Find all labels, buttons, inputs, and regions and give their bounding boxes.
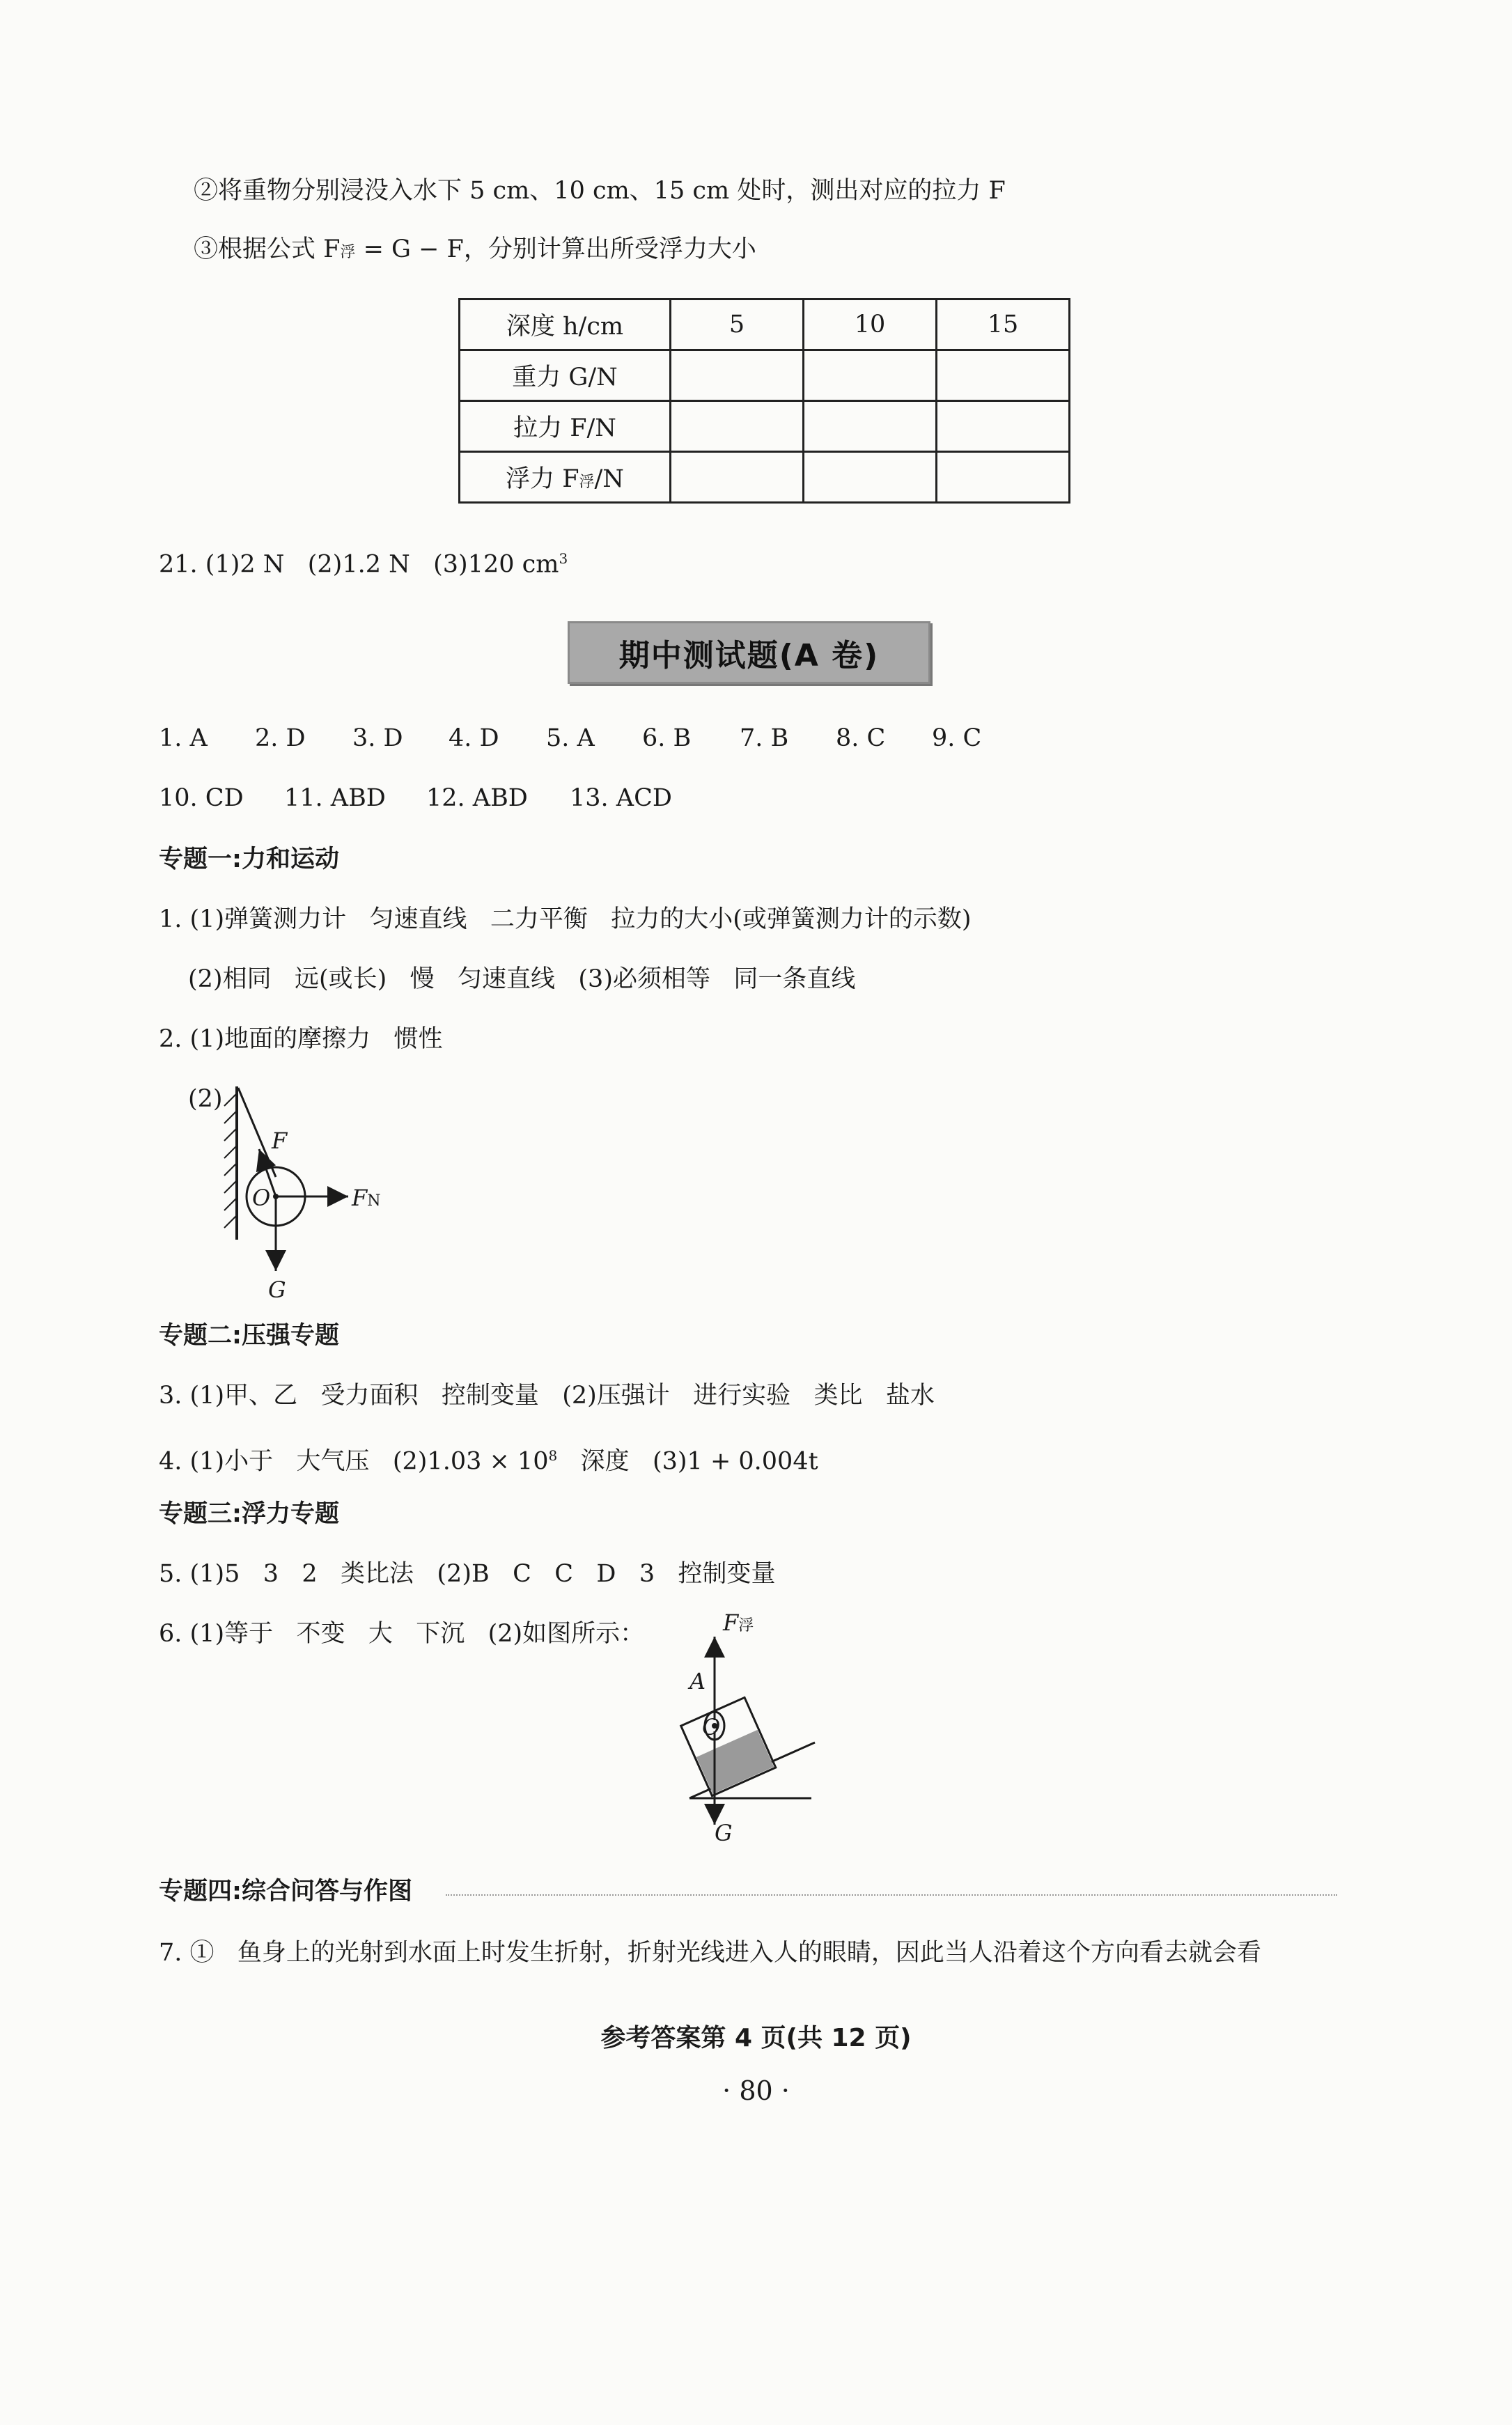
table-row-label: 重力 G/N (460, 350, 671, 401)
buoyancy-data-table (458, 298, 1070, 504)
q21-text: 21. (1)2 N (2)1.2 N (3)120 cm (159, 550, 559, 579)
table-row (460, 350, 1070, 401)
table-empty-cell (937, 350, 1070, 401)
q7-answer: 7. ① 鱼身上的光射到水面上时发生折射，折射光线进入人的眼睛，因此当人沿着这个方向看去就会看 (159, 1939, 1261, 1967)
mcq-answer: 2. D (255, 724, 306, 752)
table-empty-cell (671, 350, 804, 401)
fig1-label-g: G (268, 1277, 286, 1303)
fig2-label-o: O (702, 1714, 721, 1740)
step-2-text: ②将重物分别浸没入水下 5 cm、10 cm、15 cm 处时，测出对应的拉力 F (194, 177, 1006, 205)
table-header-depth: 深度 h/cm (460, 299, 671, 350)
table-empty-cell (671, 452, 804, 503)
mcq-answer: 3. D (352, 724, 403, 752)
mcq-answer: 1. A (159, 724, 208, 752)
fig2-label-g: G (715, 1820, 733, 1846)
q3-answer: 3. (1)甲、乙 受力面积 控制变量 (2)压强计 进行实验 类比 盐水 (159, 1382, 935, 1410)
mcq-answer: 10. CD (159, 784, 244, 812)
mcq-answer: 5. A (546, 724, 595, 752)
label-subscript: 浮 (579, 474, 595, 491)
q5-answer: 5. (1)5 3 2 类比法 (2)B C C D 3 控制变量 (159, 1560, 776, 1588)
q4-suffix: 深度 (3)1 + 0.004t (557, 1447, 818, 1476)
f-text: F (723, 1609, 739, 1636)
table-empty-cell (804, 452, 937, 503)
label-suffix: /N (594, 465, 624, 493)
mcq-answer: 13. ACD (570, 784, 672, 812)
table-empty-cell (804, 350, 937, 401)
mcq-answer: 6. B (642, 724, 692, 752)
mcq-answer: 4. D (449, 724, 499, 752)
mcq-answer: 12. ABD (426, 784, 528, 812)
mcq-answer: 11. ABD (284, 784, 386, 812)
topic-1-title: 专题一:力和运动 (159, 845, 339, 873)
table-depth-cell: 10 (804, 299, 937, 350)
f-subscript: 浮 (738, 1617, 754, 1635)
step-3-text (194, 234, 756, 268)
fn-subscript: N (367, 1192, 381, 1210)
q21-superscript: 3 (559, 550, 568, 567)
mcq-answer: 7. B (740, 724, 789, 752)
page-number: · 80 · (722, 2075, 790, 2106)
buoyancy-diagram (669, 1616, 836, 1846)
section-title: 期中测试题(A 卷) (568, 621, 930, 684)
step-3-subscript: 浮 (340, 244, 356, 261)
table-row (460, 401, 1070, 452)
mcq-answer: 8. C (836, 724, 886, 752)
mcq-answer: 9. C (932, 724, 982, 752)
table-empty-cell (937, 452, 1070, 503)
q21-answer (159, 543, 568, 580)
topic-2-title: 专题二:压强专题 (159, 1322, 339, 1350)
page-footer: 参考答案第 4 页(共 12 页) (600, 2024, 912, 2052)
topic-3-title: 专题三:浮力专题 (159, 1500, 339, 1528)
q2-line-1: 2. (1)地面的摩擦力 惯性 (159, 1025, 443, 1053)
mcq-row-2 (159, 783, 1412, 813)
fig2-label-a: A (689, 1668, 706, 1694)
table-row-label: 拉力 F/N (460, 401, 671, 452)
q2-part-2-label: (2) (188, 1085, 223, 1113)
q1-line-1: 1. (1)弹簧测力计 匀速直线 二力平衡 拉力的大小(或弹簧测力计的示数) (159, 905, 972, 933)
q4-superscript: 8 (548, 1447, 558, 1464)
step-3-suffix: = G − F，分别计算出所受浮力大小 (355, 235, 756, 263)
table-header-row (460, 299, 1070, 350)
fig1-label-f: F (272, 1128, 288, 1154)
table-depth-cell: 5 (671, 299, 804, 350)
table-depth-cell: 15 (937, 299, 1070, 350)
mcq-row-1 (159, 723, 1412, 754)
fig1-label-o: O (252, 1185, 271, 1211)
q4-answer (159, 1440, 818, 1477)
topic-4-title: 专题四:综合问答与作图 (159, 1878, 412, 1905)
table-empty-cell (937, 401, 1070, 452)
fig2-label-f (723, 1607, 754, 1642)
topic-4-divider (446, 1894, 1337, 1896)
label-prefix: 浮力 F (506, 465, 579, 493)
fig1-label-fn (352, 1183, 380, 1217)
table-empty-cell (671, 401, 804, 452)
fn-text: F (352, 1185, 368, 1211)
table-row (460, 452, 1070, 503)
q1-line-2: (2)相同 远(或长) 慢 匀速直线 (3)必须相等 同一条直线 (188, 965, 856, 993)
q6-answer: 6. (1)等于 不变 大 下沉 (2)如图所示： (159, 1620, 645, 1648)
table-empty-cell (804, 401, 937, 452)
table-row-label (460, 452, 671, 503)
step-3-prefix: ③根据公式 F (194, 235, 341, 263)
q4-prefix: 4. (1)小于 大气压 (2)1.03 × 10 (159, 1447, 549, 1476)
